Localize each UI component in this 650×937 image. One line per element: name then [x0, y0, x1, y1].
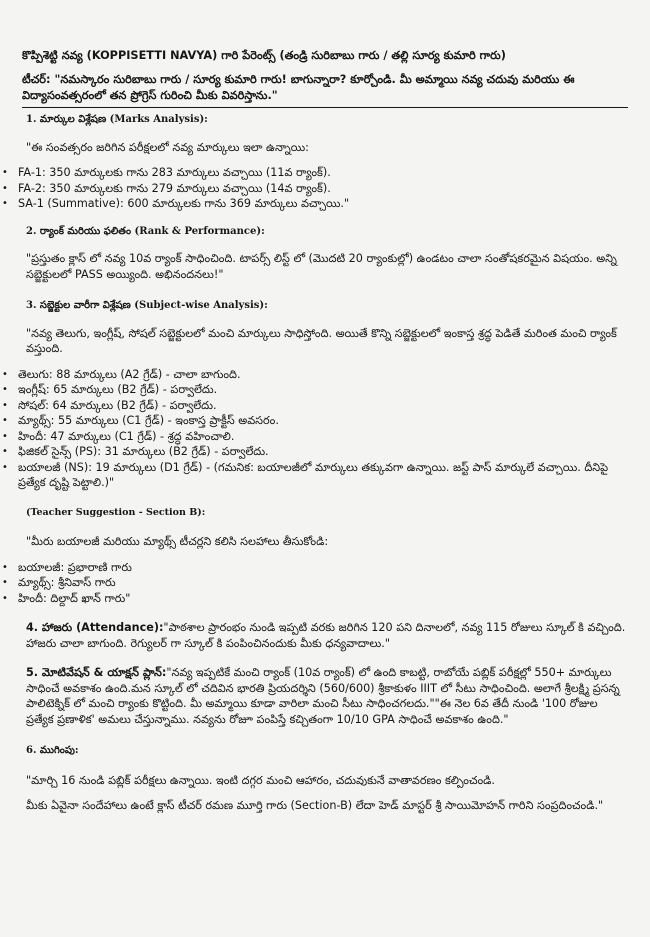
list-item: • మ్యాథ్స్: 55 మార్కులు (C1 గ్రేడ్) - ఇంకాస్త ప్రాక్టీస్ అవసరం. — [16, 413, 628, 429]
suggestion-list — [12, 560, 628, 607]
list-item: • FA-2: 350 మార్కులకు గాను 279 మార్కులు వచ్చాయి (14వ ర్యాంక్). — [16, 181, 628, 197]
list-item: • ఇంగ్లీష్: 65 మార్కులు (B2 గ్రేడ్) - పర్వాలేదు. — [16, 382, 628, 398]
section-subjects-intro: "నవ్య తెలుగు, ఇంగ్లీష్, సోషల్ సబ్జెక్టులలో మంచి మార్కులు సాధిస్తోంది. అయితే కొన్ని సబ్జెక్టులలో ఇంకాస్త శ్రద్ధ పెడితే మరింత మంచి ర్యాంక్ వస్తుంది. — [26, 326, 617, 355]
list-item: • బయాలజీ (NS): 19 మార్కులు (D1 గ్రేడ్) - (గమనిక: బయాలజీలో మార్కులు తక్కువగా ఉన్నాయి. జస్ట్ పాస్ మార్కులే వచ్చాయి. దీనిపై ప్రత్యేక దృష్టి పెట్టాలి.)" — [16, 460, 628, 491]
list-item: • హిందీ: 47 మార్కులు (C1 గ్రేడ్) - శ్రద్ధ వహించాలి. — [16, 429, 628, 445]
list-item: • ఫిజికల్ సైన్స్ (PS): 31 మార్కులు (B2 గ్రేడ్) - పర్వాలేదు. — [16, 444, 628, 460]
section-motivation-label: 5. మోటివేషన్ & యాక్షన్ ప్లాన్: — [26, 666, 167, 679]
section-motivation-text: "నవ్య ఇప్పటికే మంచి ర్యాంక్ (10వ ర్యాంక్) లో ఉంది కాబట్టి, రాబోయే పబ్లిక్ పరీక్షల్లో 550+ మార్కులు సాధించే అవకాశం ఉంది.మన స్కూల్ లో చదివిన భారతి ప్రియదర్శిని (560/600) శ్రీకాకుళం IIIT లో సీటు సాధించింది. అలాగే శ్రీలక్ష్మి ప్రసన్న పాలిటెక్నిక్ లో మంచి ర్యాంకు కొట్టింది. మీ అమ్మాయి కూడా వారిలా మంచి సీటు సాధించగలదు.""ఈ నెల 6వ తేదీ నుండి '100 రోజుల ప్రత్యేక ప్రణాళిక' అమలు చేస్తున్నాము. నవ్యను రోజూ పంపిస్తే కచ్చితంగా 10/10 GPA సాధించే అవకాశం ఉంది." — [26, 666, 620, 726]
section-attendance-text: "పాఠశాల ప్రారంభం నుండి ఇప్పటి వరకు జరిగిన 120 పని దినాలలో, నవ్య 115 రోజులు స్కూల్ కి వచ్చింది. హాజరు చాలా బాగుంది. రెగ్యులర్ గా స్కూల్ కి పంపించినందుకు మీకు ధన్యవాదాలు." — [26, 621, 626, 650]
list-item: • హిందీ: దిల్దాద్ ఖాన్ గారు" — [16, 591, 628, 607]
list-item: • బయాలజీ: ప్రభారాణి గారు — [16, 560, 628, 576]
list-item: • తెలుగు: 88 మార్కులు (A2 గ్రేడ్) - చాలా బాగుంది. — [16, 367, 628, 383]
section-rank-title: 2. ర్యాంక్ మరియు ఫలితం (Rank & Performance): — [26, 225, 265, 237]
section-conclusion-text-2: మీకు ఏవైనా సందేహాలు ఉంటే క్లాస్ టీచర్ రమణ మూర్తి గారు (Section-B) లేదా హెడ్ మాస్టర్ శ్రీ సాయిమోహన్ గారిని సంప్రదించండి." — [26, 799, 604, 812]
teacher-greeting: టీచర్: "నమస్కారం సురిబాబు గారు / సూర్య కుమారి గారు! బాగున్నారా? కూర్చోండి. మీ అమ్మాయి నవ్య చదువు మరియు ఈ విద్యాసంవత్సరంలో తన ప్రోగ్రెస్ గురించి మీకు వివరిస్తాను." — [22, 73, 575, 102]
subjects-list — [12, 367, 628, 491]
section-marks-title: 1. మార్కుల విశ్లేషణ (Marks Analysis): — [26, 114, 208, 125]
section-rank-text: "ప్రస్తుతం క్లాస్ లో నవ్య 10వ ర్యాంక్ సాధించింది. టాపర్స్ లిస్ట్ లో (మొదటి 20 ర్యాంకుల్లో) ఉండటం చాలా సంతోషకరమైన విషయం. అన్ని సబ్జెక్టులలో PASS అయ్యింది. అభినందనలు!" — [26, 252, 617, 281]
section-suggestion-intro: "మీరు బయాలజీ మరియు మ్యాథ్స్ టీచర్లని కలిసి సలహాలు తీసుకోండి: — [26, 535, 329, 548]
list-item: • FA-1: 350 మార్కులకు గాను 283 మార్కులు వచ్చాయి (11వ ర్యాంక్). — [16, 165, 628, 181]
section-attendance — [26, 620, 628, 651]
section-marks-intro: "ఈ సంవత్సరం జరిగిన పరీక్షలలో నవ్య మార్కులు ఇలా ఉన్నాయి: — [26, 140, 309, 154]
section-motivation — [26, 665, 628, 727]
marks-list — [12, 165, 628, 212]
section-attendance-label: 4. హాజరు (Attendance): — [26, 621, 164, 634]
list-item: • సోషల్: 64 మార్కులు (B2 గ్రేడ్) - పర్వాలేదు. — [16, 398, 628, 414]
section-suggestion-title: (Teacher Suggestion - Section B): — [26, 506, 206, 518]
section-conclusion-title: 6. ముగింపు: — [26, 745, 79, 756]
list-item: • SA-1 (Summative): 600 మార్కులకు గాను 369 మార్కులు వచ్చాయి." — [16, 196, 628, 212]
section-subjects-title: 3. సబ్జెక్టుల వారీగా విశ్లేషణ (Subject-wise Analysis): — [26, 300, 268, 311]
document-title: కొప్పిశెట్టి నవ్య (KOPPISETTI NAVYA) గారి పేరెంట్స్ (తండ్రి సురిబాబు గారు / తల్లి సూర్య కుమారి గారు) — [22, 49, 506, 62]
list-item: • మ్యాథ్స్: శ్రీనివాస్ గారు — [16, 575, 628, 591]
section-conclusion-text-1: "మార్చి 16 నుండి పబ్లిక్ పరీక్షలు ఉన్నాయి. ఇంటి దగ్గర మంచి ఆహారం, చదువుకునే వాతావరణం కల్పించండి. — [26, 773, 495, 787]
